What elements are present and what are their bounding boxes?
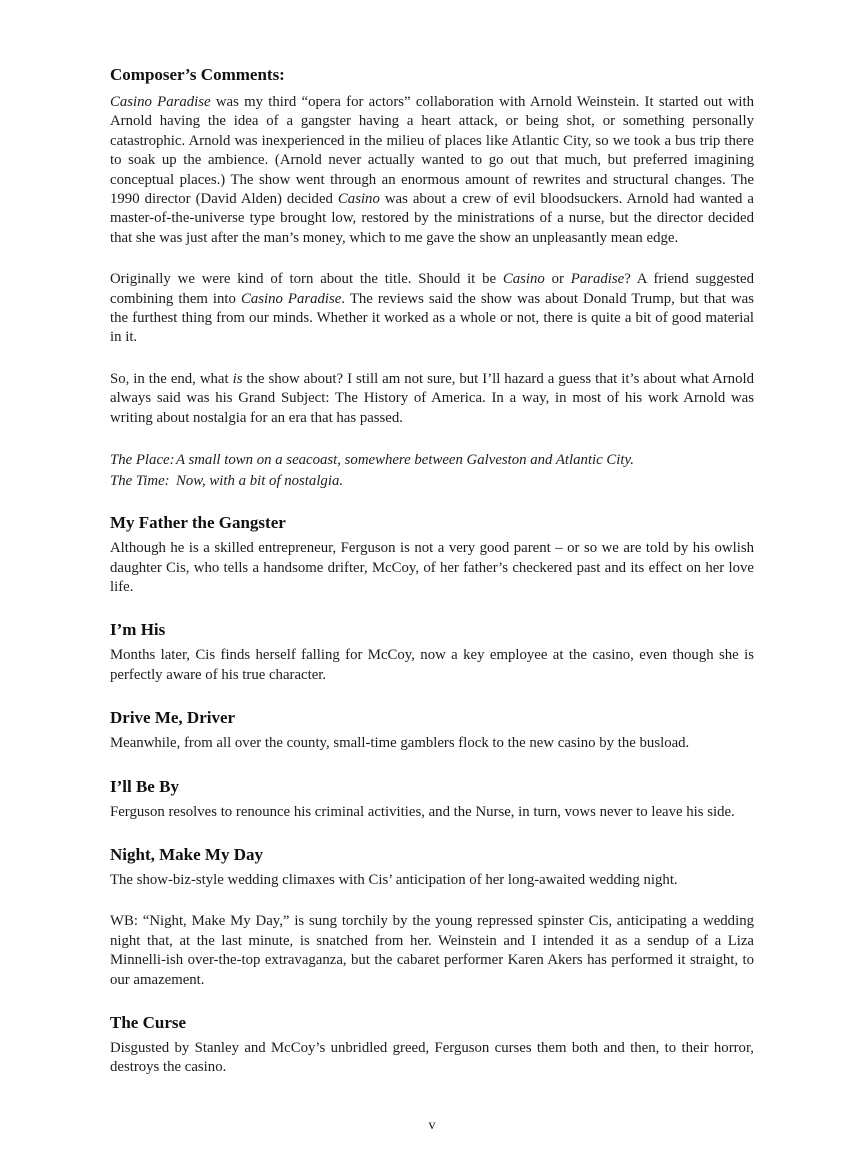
paragraph: [110, 370, 754, 428]
paragraph: [110, 803, 754, 822]
document-title: Composer’s Comments:: [110, 65, 285, 84]
paragraph: [110, 1039, 754, 1078]
stage-label: The Place:: [110, 452, 175, 469]
stage-text: Now, with a bit of nostalgia.: [176, 473, 344, 490]
body-text: Ferguson resolves to renounce his criminal activities, and the Nurse, in turn, vows never to leave his side.: [110, 803, 735, 820]
stage-text: A small town on a seacoast, somewhere between Galveston and Atlantic City.: [176, 452, 634, 469]
page-number: v: [428, 1118, 436, 1133]
body-text: or: [544, 271, 571, 288]
section-heading: Night, Make My Day: [110, 844, 263, 864]
document-blocks: [110, 64, 754, 1100]
section-heading: Drive Me, Driver: [110, 708, 236, 728]
paragraph: [110, 646, 754, 685]
paragraph: [110, 871, 754, 890]
body-text: Originally we were kind of torn about the title. Should it be: [110, 271, 503, 288]
body-text: ? A friend suggested combining them into: [110, 271, 754, 307]
section-heading: My Father the Gangster: [110, 513, 286, 533]
section-heading: I’m His: [110, 620, 166, 640]
stage-row: [110, 450, 754, 471]
italic-text: Casino: [502, 271, 545, 288]
italic-text: Casino Paradise: [240, 290, 342, 307]
paragraph: [110, 539, 754, 597]
section-heading: I’ll Be By: [110, 776, 179, 796]
body-text: the show about? I still am not sure, but I’ll hazard a guess that it’s about what Arnold always said was his Grand Subject: The History of America. In a way, in most of his work Arnold was writing about nostalgia for an era that has passed.: [110, 370, 754, 426]
page-footer: [0, 1118, 864, 1134]
italic-text: Casino Paradise: [110, 94, 211, 110]
italic-text: Casino: [337, 191, 380, 208]
body-text: Disgusted by Stanley and McCoy’s unbridled greed, Ferguson curses them both and then, to their horror, destroys the casino.: [110, 1039, 754, 1076]
paragraph: [110, 734, 754, 753]
body-text: Months later, Cis finds herself falling for McCoy, now a key employee at the casino, even though she is perfectly aware of his true character.: [110, 647, 754, 683]
stage-row: [110, 471, 754, 492]
body-text: Meanwhile, from all over the county, small-time gamblers flock to the new casino by the busload.: [110, 735, 690, 752]
section-heading: The Curse: [110, 1012, 187, 1032]
body-text: Although he is a skilled entrepreneur, Ferguson is not a very good parent – or so we are told by his owlish daughter Cis, who tells a handsome drifter, McCoy, of her father’s checkered past and its effect on her love life.: [110, 540, 754, 595]
body-text: The show-biz-style wedding climaxes with Cis’ anticipation of her long-awaited wedding night.: [110, 871, 678, 888]
italic-text: Paradise: [570, 271, 625, 288]
stage-label: The Time:: [110, 473, 170, 490]
paragraph: [110, 270, 754, 348]
body-text: . The reviews said the show was about Donald Trump, but that was the furthest thing from our minds. Whether it worked as a whole or not, there is quite a bit of good material in it.: [110, 290, 754, 346]
body-text: was about a crew of evil bloodsuckers. Arnold had wanted a master-of-the-universe type brought low, restored by the ministrations of a nurse, but the director decided that she was just after the man’s money, which to me gave the show an unpleasantly mean edge.: [110, 191, 754, 246]
body-text: WB: “Night, Make My Day,” is sung torchily by the young repressed spinster Cis, anticipating a wedding night that, at the last minute, is snatched from her. Weinstein and I intended it as a sendup of a Liza Minnelli-ish over-the-top extravaganza, but the cabaret performer Karen Akers has performed it straight, to our amazement.: [110, 913, 754, 988]
paragraph: [110, 93, 754, 248]
stage-notes: [110, 450, 754, 492]
body-text: So, in the end, what: [110, 370, 233, 387]
body-text: was my third “opera for actors” collaboration with Arnold Weinstein. It started out with Arnold having the idea of a gangster having a heart attack, or being shot, or something personally catastrophic. Arnold was inexperienced in the milieu of places like Atlantic City, so we took a bus trip there to soak up the ambience. (Arnold never actually wanted to go out that much, but preferred imagining conceptual places.) The show went through an enormous amount of rewrites and structural changes. The 1990 director (David Alden) decided: [110, 94, 754, 208]
italic-text: is: [232, 370, 243, 387]
paragraph: [110, 912, 754, 990]
